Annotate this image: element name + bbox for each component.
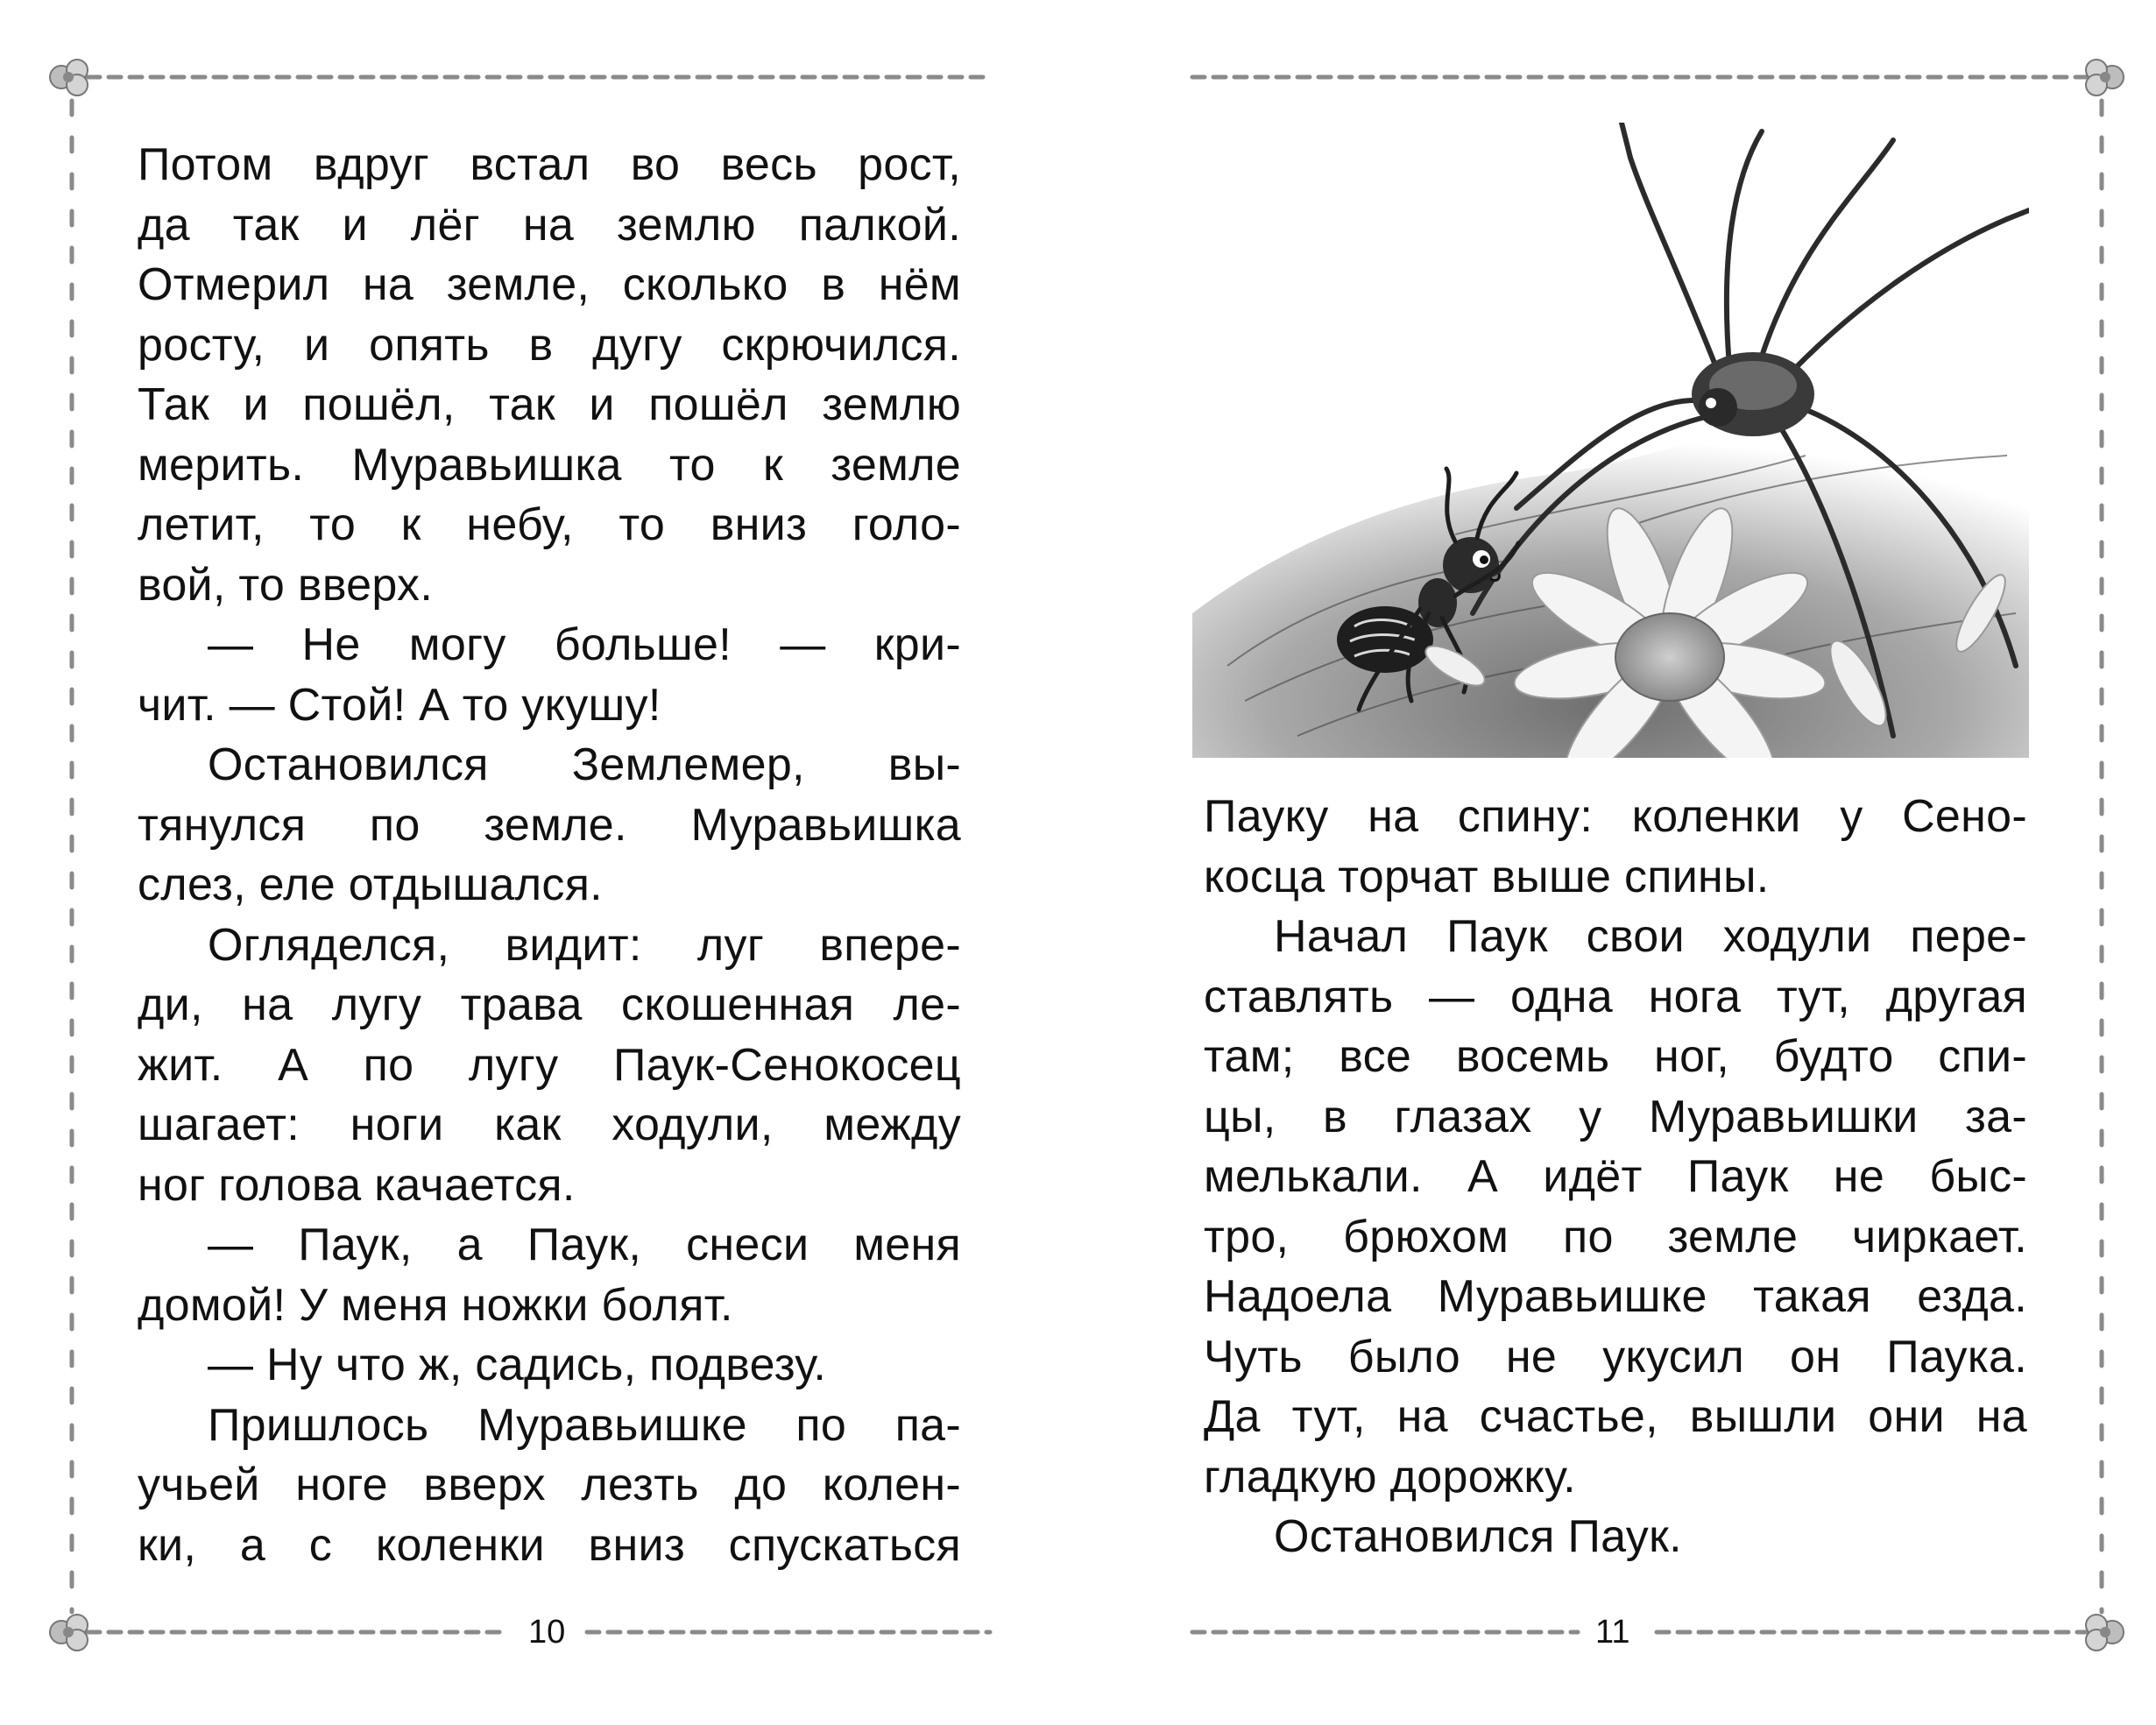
flower-ornament-bottom-icon — [2086, 1615, 2124, 1651]
text-line: мелькали. А идёт Паук не быс- — [1204, 1151, 2027, 1202]
text-line: вой, то вверх. — [138, 559, 434, 611]
text-line: Огляделся, видит: луг впере- — [208, 919, 961, 971]
text-line: Так и пошёл, так и пошёл землю — [138, 379, 961, 430]
text-line: — Ну что ж, садись, подвезу. — [208, 1340, 827, 1390]
page-number: 10 — [520, 1610, 574, 1654]
text-line: — Не могу больше! — кри- — [208, 619, 961, 670]
text-line: да так и лёг на землю палкой. — [138, 199, 961, 251]
text-line: учьей ноге вверх лезть до колен- — [138, 1460, 961, 1510]
text-line: тро, брюхом по земле чиркает. — [1204, 1211, 2027, 1262]
text-line: Остановился Землемер, вы- — [208, 739, 961, 790]
text-line: мерить. Муравьишка то к земле — [138, 439, 961, 491]
text-line: Надоела Муравьишке такая езда. — [1204, 1271, 2027, 1322]
text-line: шагает: ноги как ходули, между — [138, 1099, 961, 1150]
text-line: Пауку на спину: коленки у Сено- — [1204, 791, 2027, 842]
text-line: ставлять — одна нога тут, другая — [1204, 971, 2027, 1022]
text-line: тянулся по земле. Муравьишка — [138, 799, 961, 851]
text-line: летит, то к небу, то вниз голо- — [138, 499, 961, 550]
text-line: цы, в глазах у Муравьишки за- — [1204, 1091, 2027, 1142]
spider-ant-daisy-illustration — [1192, 123, 2029, 758]
text-line: чит. — Стой! А то укушу! — [138, 679, 661, 731]
flower-ornament-top-icon — [2086, 60, 2124, 95]
text-line: домой! У меня ножки болят. — [138, 1279, 733, 1331]
text-line: жит. А по лугу Паук-Сенокосец — [138, 1039, 961, 1091]
text-line: ки, а с коленки вниз спускаться — [138, 1519, 961, 1571]
text-line: косца торчат выше спины. — [1204, 851, 1770, 902]
flower-ornament-top-icon — [50, 60, 88, 95]
text-line: Чуть было не укусил он Паука. — [1204, 1331, 2027, 1382]
flower-ornament-bottom-icon — [50, 1615, 88, 1651]
text-line: ног голова качается. — [138, 1159, 576, 1211]
text-line: гладкую дорожку. — [1204, 1451, 1576, 1502]
text-line: Потом вдруг встал во весь рост, — [138, 139, 961, 190]
left-page-text — [138, 135, 961, 1575]
text-line: Начал Паук свои ходули пере- — [1274, 911, 2027, 962]
page-number: 11 — [1587, 1610, 1638, 1654]
right-page — [1078, 0, 2156, 1725]
text-line: Остановился Паук. — [1274, 1511, 1682, 1562]
text-line: Да тут, на счастье, вышли они на — [1204, 1391, 2027, 1442]
text-line: Пришлось Муравьишке по па- — [208, 1399, 961, 1451]
text-line: Отмерил на земле, сколько в нём — [138, 259, 961, 310]
text-line: — Паук, а Паук, снеси меня — [208, 1220, 961, 1270]
text-line: ди, на лугу трава скошенная ле- — [138, 979, 961, 1030]
right-page-text — [1204, 787, 2027, 1567]
text-line: там; все восемь ног, будто спи- — [1204, 1031, 2027, 1082]
text-line: росту, и опять в дугу скрючился. — [138, 319, 961, 371]
text-line: слез, еле отдышался. — [138, 859, 603, 910]
